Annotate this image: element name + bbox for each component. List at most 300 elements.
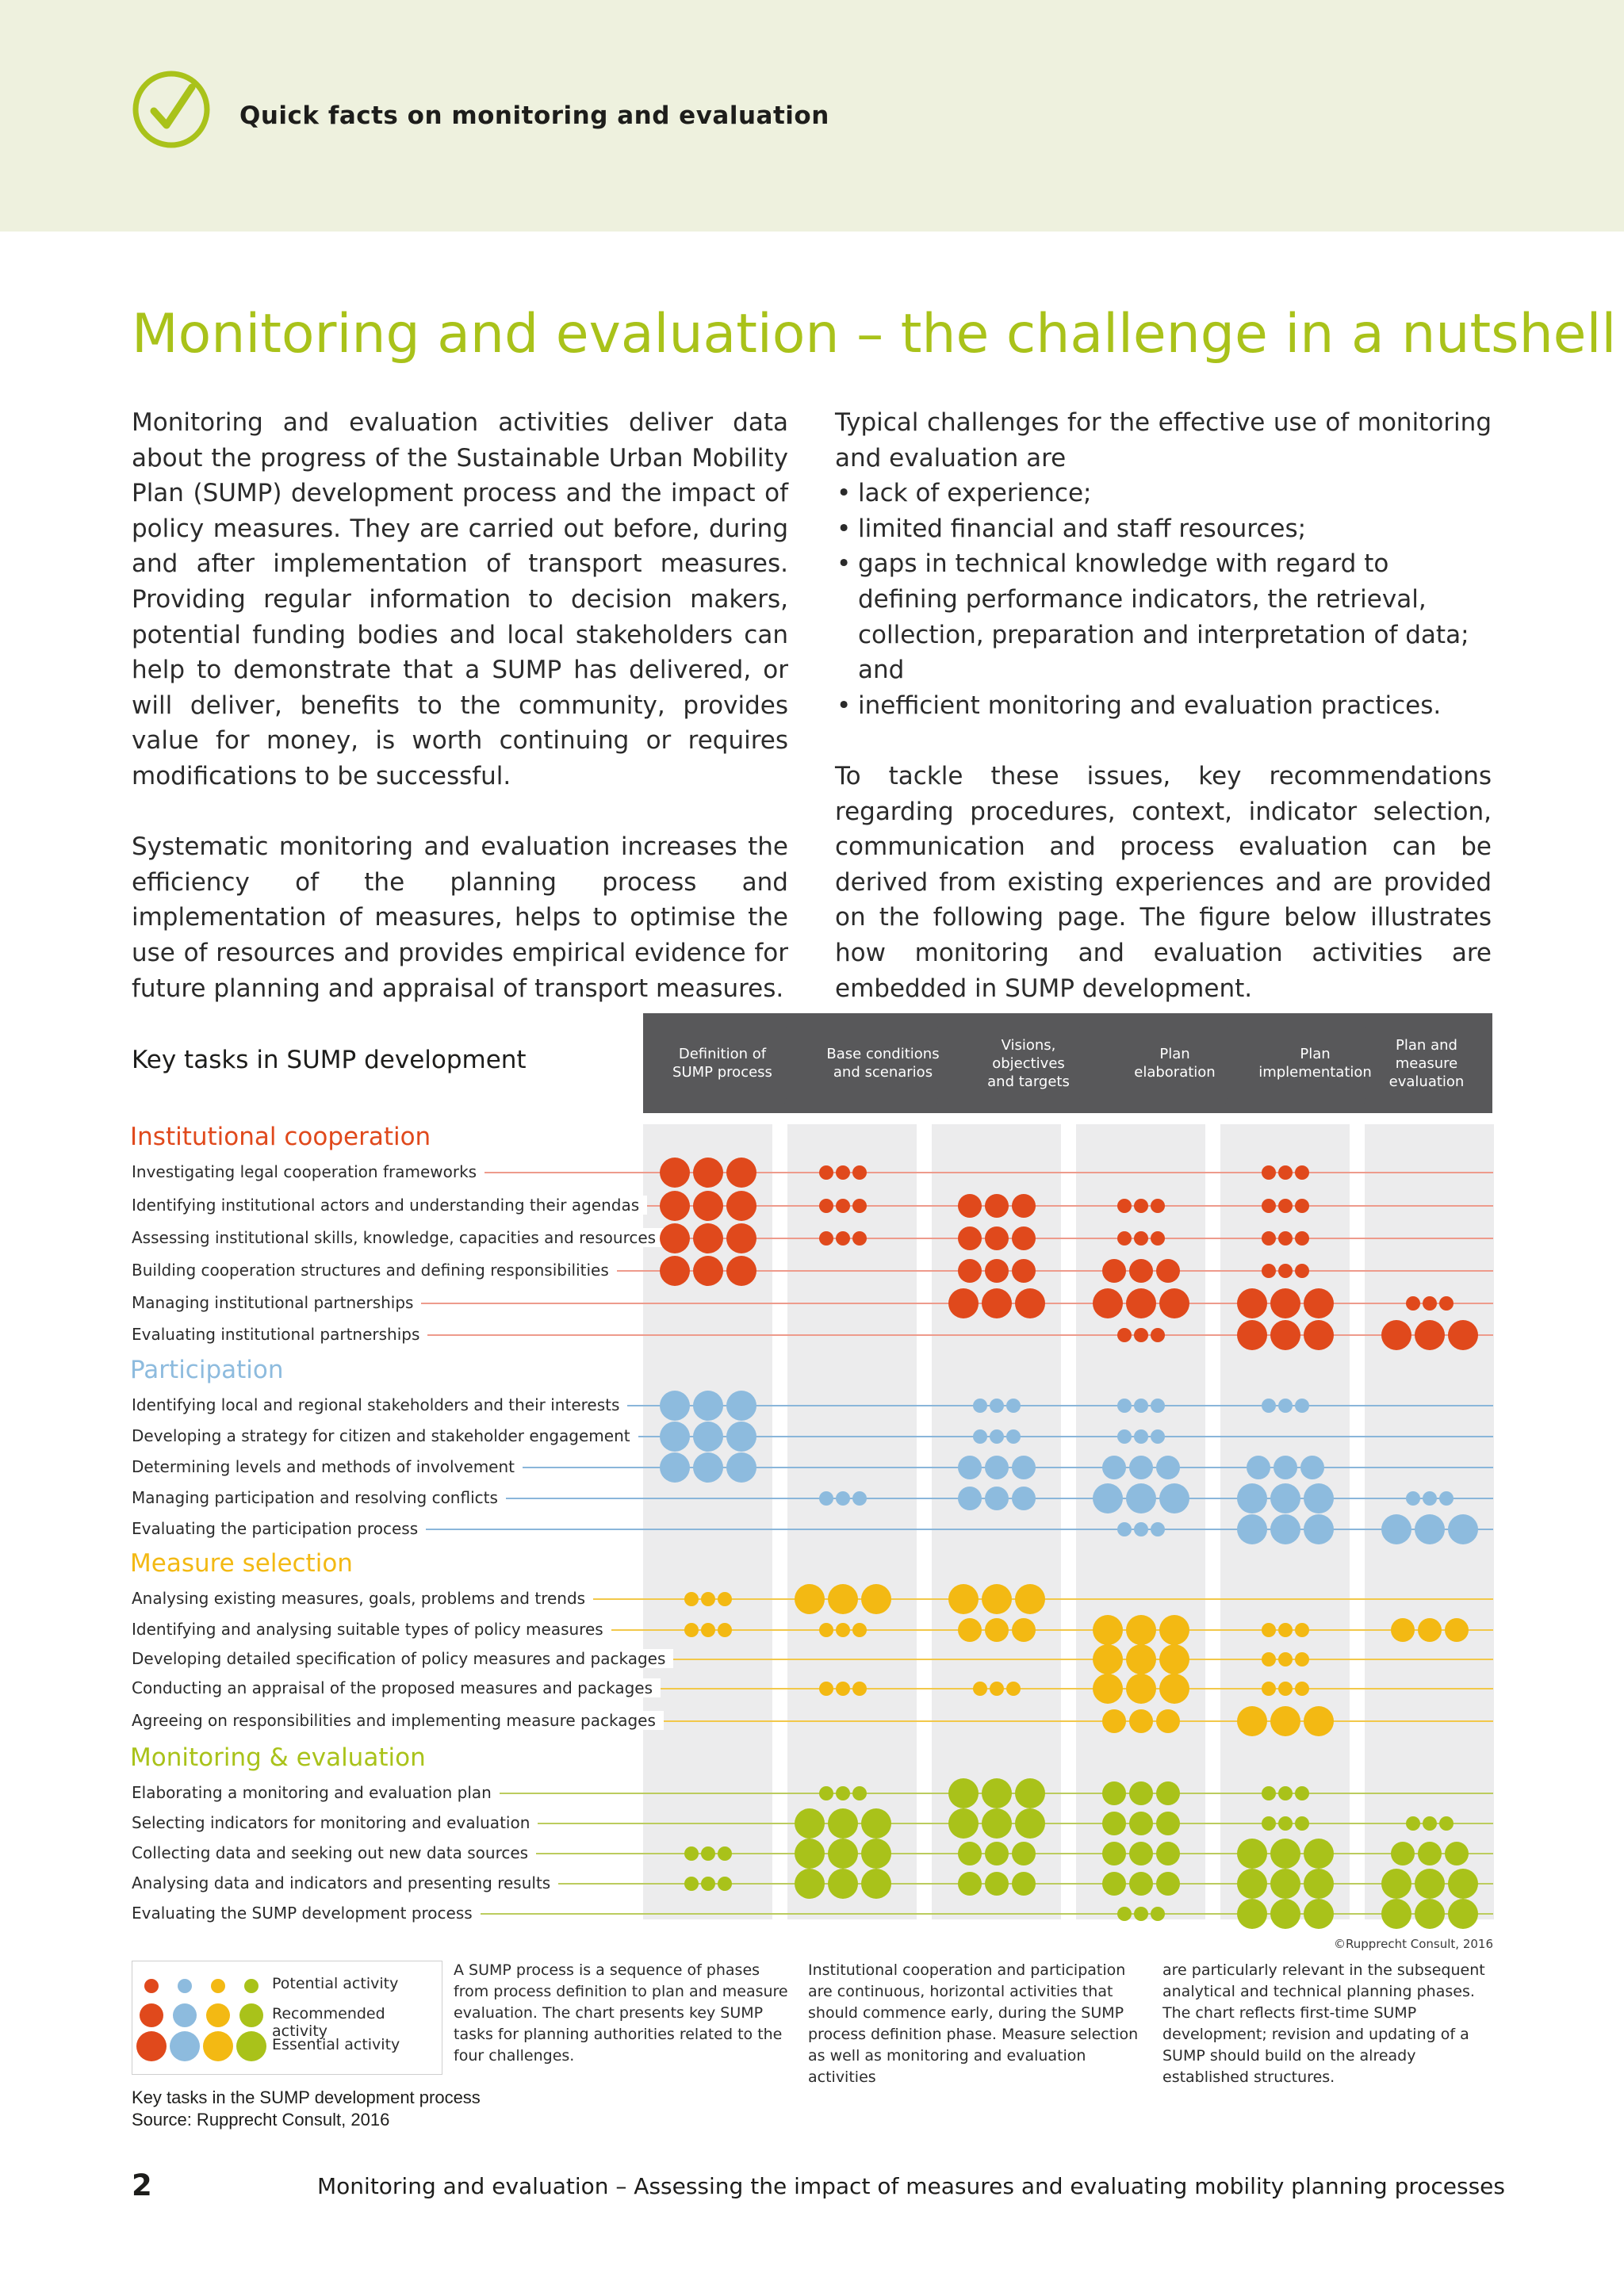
activity-dot	[693, 1158, 723, 1188]
activity-dot	[1129, 1812, 1153, 1835]
legend-dot	[203, 2031, 233, 2061]
activity-dot	[1274, 1456, 1297, 1479]
right-column	[835, 405, 1492, 1006]
activity-dot	[958, 1194, 982, 1218]
activity-dot	[1015, 1584, 1045, 1614]
activity-dot	[1015, 1778, 1045, 1808]
activity-dot	[1406, 1816, 1420, 1831]
activity-dot	[1270, 1899, 1300, 1929]
activity-dot	[819, 1165, 833, 1180]
activity-dot	[1448, 1320, 1478, 1350]
activity-dot	[1295, 1399, 1309, 1413]
activity-dot	[1262, 1623, 1276, 1637]
phase-label-line: evaluation	[1388, 1073, 1465, 1090]
activity-dot	[985, 1487, 1009, 1510]
activity-dot	[1270, 1706, 1300, 1736]
phase-label-line: elaboration	[1134, 1064, 1216, 1081]
activity-dot	[1156, 1842, 1180, 1866]
activity-dot	[1102, 1709, 1126, 1733]
task-label: Evaluating the SUMP development process	[132, 1904, 481, 1923]
activity-dot	[1381, 1514, 1411, 1544]
activity-dot	[1304, 1899, 1334, 1929]
activity-dot	[795, 1839, 825, 1869]
activity-dot	[852, 1231, 867, 1246]
task-label: Managing participation and resolving conflicts	[132, 1488, 506, 1507]
activity-dot	[985, 1872, 1009, 1896]
activity-dot	[1237, 1320, 1267, 1350]
figure-caption-title: Key tasks in the SUMP development process	[132, 2087, 481, 2107]
activity-dot	[1134, 1429, 1148, 1444]
activity-dot	[958, 1618, 982, 1642]
activity-dot	[1304, 1483, 1334, 1513]
activity-dot	[1418, 1618, 1442, 1642]
phase-label-line: Definition of	[678, 1046, 767, 1062]
activity-dot	[1151, 1328, 1165, 1342]
activity-dot	[1406, 1296, 1420, 1311]
activity-dot	[985, 1618, 1009, 1642]
legend-dot	[170, 2031, 200, 2061]
phase-label	[1361, 1013, 1492, 1113]
activity-dot	[1102, 1781, 1126, 1805]
legend-label-essential: Essential activity	[272, 2036, 400, 2053]
activity-dot	[958, 1872, 982, 1896]
activity-dot	[1129, 1259, 1153, 1283]
phase-label-line: Visions,	[1001, 1036, 1056, 1054]
activity-dot	[990, 1429, 1004, 1444]
activity-dot	[1423, 1816, 1437, 1831]
task-label: Building cooperation structures and defining responsibilities	[132, 1261, 617, 1280]
activity-dot	[828, 1869, 858, 1899]
activity-dot	[861, 1839, 891, 1869]
task-label: Agreeing on responsibilities and implementing measure packages	[132, 1711, 664, 1730]
activity-dot	[1102, 1812, 1126, 1835]
activity-dot	[1381, 1899, 1411, 1929]
legend-dot	[140, 2003, 163, 2027]
activity-dot	[693, 1422, 723, 1452]
activity-dot	[1423, 1296, 1437, 1311]
activity-dot	[1439, 1296, 1454, 1311]
activity-dot	[1006, 1682, 1021, 1696]
activity-dot	[1278, 1623, 1293, 1637]
section-heading: Institutional cooperation	[130, 1123, 431, 1151]
phase-header	[1361, 1013, 1492, 1113]
activity-dot	[660, 1256, 690, 1286]
phase-label	[643, 1013, 802, 1113]
activity-dot	[1151, 1907, 1165, 1921]
intro-paragraph: Monitoring and evaluation activities deliver data about the progress of the Sustainable Urban Mobility Plan (SUMP) development process and the impact of policy measures. They are carried out before, during and after implementation of transport measures. Providing regular information to decision makers, potential funding bodies and local stakeholders can help to demonstrate that a SUMP has delivered, or will deliver, benefits to the community, provides value for money, is worth continuing or requires modifications to be successful.	[132, 408, 788, 790]
activity-dot	[1129, 1872, 1153, 1896]
activity-dot	[852, 1623, 867, 1637]
activity-dot	[1295, 1786, 1309, 1800]
activity-dot	[1270, 1839, 1300, 1869]
activity-dot	[1415, 1514, 1445, 1544]
recommendations-paragraph: To tackle these issues, key recommendations regarding procedures, context, indicator selection, communication and process evaluation can be derived from existing experiences and are provided on the following page. The figure below illustrates how monitoring and evaluation activities are embedded in SUMP development.	[835, 761, 1492, 1003]
activity-dot	[1134, 1199, 1148, 1213]
activity-dot	[1159, 1644, 1189, 1674]
activity-dot	[1270, 1483, 1300, 1513]
activity-dot	[1159, 1288, 1189, 1318]
task-label: Developing detailed specification of policy measures and packages	[132, 1649, 673, 1668]
activity-dot	[948, 1584, 979, 1614]
list-item: • gaps in technical knowledge with regard to defining performance indicators, the retrieval, collection, preparation and interpretation of data; and	[835, 546, 1492, 687]
activity-dot	[836, 1623, 850, 1637]
activity-dot	[1015, 1808, 1045, 1839]
activity-dot	[1093, 1483, 1123, 1513]
activity-dot	[1134, 1522, 1148, 1536]
activity-dot	[958, 1226, 982, 1250]
activity-dot	[1423, 1491, 1437, 1506]
task-label: Identifying institutional actors and understanding their agendas	[132, 1196, 647, 1215]
activity-dot	[1129, 1709, 1153, 1733]
activity-dot	[726, 1422, 756, 1452]
activity-dot	[1278, 1231, 1293, 1246]
activity-dot	[1262, 1264, 1276, 1278]
activity-dot	[1270, 1320, 1300, 1350]
challenges-list	[835, 476, 1492, 723]
activity-dot	[1439, 1816, 1454, 1831]
activity-dot	[982, 1584, 1012, 1614]
activity-dot	[819, 1786, 833, 1800]
activity-dot	[1156, 1456, 1180, 1479]
activity-dot	[1159, 1615, 1189, 1645]
activity-dot	[1102, 1259, 1126, 1283]
activity-dot	[1418, 1842, 1442, 1866]
task-label: Analysing existing measures, goals, problems and trends	[132, 1589, 593, 1608]
activity-dot	[726, 1191, 756, 1221]
section-heading: Monitoring & evaluation	[130, 1743, 426, 1772]
task-label: Evaluating the participation process	[132, 1519, 426, 1538]
activity-dot	[1156, 1872, 1180, 1896]
activity-dot	[1304, 1514, 1334, 1544]
activity-dot	[1012, 1872, 1036, 1896]
activity-dot	[1278, 1816, 1293, 1831]
activity-dot	[1151, 1199, 1165, 1213]
activity-dot	[1237, 1288, 1267, 1318]
activity-dot	[1448, 1514, 1478, 1544]
activity-dot	[693, 1391, 723, 1421]
activity-dot	[1237, 1514, 1267, 1544]
legend-dot	[236, 2031, 266, 2061]
activity-dot	[1117, 1399, 1132, 1413]
activity-dot	[948, 1288, 979, 1318]
activity-dot	[795, 1808, 825, 1839]
activity-dot	[1247, 1456, 1270, 1479]
activity-dot	[693, 1191, 723, 1221]
task-label: Analysing data and indicators and presenting results	[132, 1873, 558, 1892]
chart-legend	[132, 1961, 442, 2075]
activity-dot	[684, 1846, 699, 1861]
activity-dot	[990, 1399, 1004, 1413]
activity-dot	[1295, 1816, 1309, 1831]
activity-dot	[701, 1877, 715, 1891]
activity-dot	[1270, 1514, 1300, 1544]
activity-dot	[1015, 1288, 1045, 1318]
activity-dot	[1012, 1259, 1036, 1283]
activity-dot	[1093, 1644, 1123, 1674]
activity-dot	[1093, 1615, 1123, 1645]
activity-dot	[985, 1842, 1009, 1866]
chart-caption-part-1: A SUMP process is a sequence of phases from process definition to plan and measure evaluation. The chart presents key SUMP tasks for planning authorities related to the four challenges.	[454, 1961, 788, 2064]
activity-dot	[1391, 1842, 1415, 1866]
activity-dot	[1262, 1652, 1276, 1667]
activity-dot	[861, 1584, 891, 1614]
task-label: Developing a strategy for citizen and stakeholder engagement	[132, 1426, 638, 1445]
activity-dot	[1295, 1264, 1309, 1278]
phase-label-line: SUMP process	[672, 1064, 772, 1081]
activity-dot	[819, 1491, 833, 1506]
footer-title: Monitoring and evaluation – Assessing the impact of measures and evaluating mobility planning processes	[317, 2173, 1505, 2199]
activity-dot	[1012, 1842, 1036, 1866]
activity-dot	[1126, 1674, 1156, 1704]
activity-dot	[1381, 1869, 1411, 1899]
section-heading: Measure selection	[130, 1549, 353, 1578]
activity-dot	[1278, 1264, 1293, 1278]
activity-dot	[836, 1231, 850, 1246]
activity-dot	[1093, 1674, 1123, 1704]
activity-dot	[985, 1226, 1009, 1250]
section-heading: Participation	[130, 1356, 284, 1384]
chart-copyright: ©Rupprecht Consult, 2016	[1334, 1937, 1494, 1951]
legend-dot	[178, 1979, 192, 1993]
task-label: Conducting an appraisal of the proposed measures and packages	[132, 1678, 661, 1697]
activity-dot	[819, 1623, 833, 1637]
activity-dot	[1445, 1618, 1469, 1642]
activity-dot	[852, 1165, 867, 1180]
activity-dot	[819, 1682, 833, 1696]
activity-dot	[985, 1194, 1009, 1218]
activity-dot	[1151, 1522, 1165, 1536]
activity-dot	[795, 1584, 825, 1614]
activity-dot	[973, 1429, 987, 1444]
activity-dot	[1117, 1199, 1132, 1213]
activity-dot	[1126, 1644, 1156, 1674]
activity-dot	[1012, 1487, 1036, 1510]
activity-dot	[1012, 1618, 1036, 1642]
activity-dot	[1278, 1786, 1293, 1800]
activity-dot	[1134, 1399, 1148, 1413]
activity-dot	[836, 1165, 850, 1180]
activity-dot	[795, 1869, 825, 1899]
activity-dot	[1415, 1869, 1445, 1899]
activity-dot	[1262, 1231, 1276, 1246]
task-label: Identifying local and regional stakeholders and their interests	[132, 1395, 627, 1414]
activity-dot	[1278, 1165, 1293, 1180]
activity-dot	[948, 1808, 979, 1839]
activity-dot	[982, 1808, 1012, 1839]
activity-dot	[1237, 1899, 1267, 1929]
activity-dot	[1262, 1165, 1276, 1180]
activity-dot	[1415, 1320, 1445, 1350]
activity-dot	[1304, 1706, 1334, 1736]
activity-dot	[1012, 1226, 1036, 1250]
activity-dot	[861, 1869, 891, 1899]
activity-dot	[1237, 1839, 1267, 1869]
activity-dot	[1278, 1199, 1293, 1213]
legend-dot	[211, 1979, 225, 1993]
activity-dot	[1126, 1288, 1156, 1318]
phase-label-line: objectives	[992, 1054, 1065, 1072]
activity-dot	[684, 1592, 699, 1606]
activity-dot	[1304, 1839, 1334, 1869]
activity-dot	[1381, 1320, 1411, 1350]
legend-dot	[244, 1979, 259, 1993]
activity-dot	[1295, 1165, 1309, 1180]
legend-label-potential: Potential activity	[272, 1975, 399, 1992]
chart-caption-part-2: Institutional cooperation and participation are continuous, horizontal activities that should commence early, during the SUMP process definition phase. Measure selection as well as monitoring and evaluation activities	[808, 1961, 1139, 2086]
chart-title: Key tasks in SUMP development	[132, 1046, 527, 1074]
activity-dot	[852, 1786, 867, 1800]
activity-dot	[1262, 1786, 1276, 1800]
activity-dot	[1117, 1231, 1132, 1246]
activity-dot	[1102, 1456, 1126, 1479]
activity-dot	[1237, 1869, 1267, 1899]
phase-label-line: and scenarios	[833, 1064, 933, 1081]
activity-dot	[1126, 1483, 1156, 1513]
activity-dot	[819, 1199, 833, 1213]
activity-dot	[1129, 1781, 1153, 1805]
activity-dot	[852, 1491, 867, 1506]
legend-dot	[173, 2003, 197, 2027]
activity-dot	[1093, 1288, 1123, 1318]
task-label: Investigating legal cooperation frameworks	[132, 1162, 485, 1181]
phase-label-line: Base conditions	[826, 1046, 940, 1062]
activity-dot	[1156, 1259, 1180, 1283]
section-label: Quick facts on monitoring and evaluation	[239, 101, 829, 130]
activity-dot	[1117, 1907, 1132, 1921]
activity-dot	[1448, 1869, 1478, 1899]
activity-dot	[660, 1158, 690, 1188]
activity-dot	[726, 1158, 756, 1188]
activity-dot	[990, 1682, 1004, 1696]
activity-dot	[1415, 1899, 1445, 1929]
activity-dot	[1117, 1429, 1132, 1444]
activity-dot	[1262, 1816, 1276, 1831]
activity-dot	[1156, 1781, 1180, 1805]
activity-dot	[852, 1199, 867, 1213]
efficiency-paragraph: Systematic monitoring and evaluation increases the efficiency of the planning process and implementation of measures, helps to optimise the use of resources and provides empirical evidence for future planning and appraisal of transport measures.	[132, 832, 788, 1003]
activity-dot	[1237, 1483, 1267, 1513]
phase-label-line: Plan	[1300, 1046, 1331, 1062]
challenges-intro: Typical challenges for the effective use of monitoring and evaluation are	[835, 408, 1492, 473]
activity-dot	[1406, 1491, 1420, 1506]
activity-dot	[701, 1846, 715, 1861]
activity-dot	[1300, 1456, 1324, 1479]
activity-dot	[958, 1487, 982, 1510]
activity-dot	[1270, 1869, 1300, 1899]
activity-dot	[828, 1808, 858, 1839]
activity-dot	[1012, 1194, 1036, 1218]
activity-dot	[852, 1682, 867, 1696]
activity-dot	[1295, 1682, 1309, 1696]
activity-dot	[1006, 1399, 1021, 1413]
activity-dot	[693, 1452, 723, 1483]
activity-dot	[660, 1452, 690, 1483]
activity-dot	[718, 1623, 732, 1637]
activity-dot	[1237, 1706, 1267, 1736]
activity-dot	[1102, 1842, 1126, 1866]
activity-dot	[1270, 1288, 1300, 1318]
activity-dot	[948, 1778, 979, 1808]
task-label: Selecting indicators for monitoring and evaluation	[132, 1813, 538, 1832]
task-label: Assessing institutional skills, knowledge, capacities and resources	[132, 1228, 664, 1247]
activity-dot	[1448, 1899, 1478, 1929]
phase-label-line: Plan and	[1396, 1036, 1457, 1054]
activity-dot	[1126, 1615, 1156, 1645]
activity-dot	[1159, 1483, 1189, 1513]
activity-dot	[684, 1877, 699, 1891]
activity-dot	[1262, 1199, 1276, 1213]
task-label: Determining levels and methods of involvement	[132, 1457, 523, 1476]
checkmark-circle-icon	[132, 70, 211, 149]
phase-label-line: and targets	[987, 1073, 1070, 1090]
activity-dot	[1134, 1328, 1148, 1342]
activity-dot	[1129, 1456, 1153, 1479]
activity-dot	[958, 1842, 982, 1866]
activity-dot	[973, 1682, 987, 1696]
phase-label-line: Plan	[1159, 1046, 1190, 1062]
activity-dot	[693, 1223, 723, 1253]
activity-dot	[1391, 1618, 1415, 1642]
activity-dot	[985, 1456, 1009, 1479]
activity-dot	[1134, 1231, 1148, 1246]
activity-dot	[660, 1223, 690, 1253]
activity-dot	[985, 1259, 1009, 1283]
chart-caption-part-3: are particularly relevant in the subsequent analytical and technical planning phases. The chart reflects first-time SUMP development; revision and updating of a SUMP should build on the already established structures.	[1162, 1961, 1485, 2086]
activity-dot	[958, 1259, 982, 1283]
activity-dot	[828, 1584, 858, 1614]
activity-dot	[1129, 1842, 1153, 1866]
activity-dot	[1295, 1623, 1309, 1637]
task-label: Elaborating a monitoring and evaluation plan	[132, 1783, 500, 1802]
task-label: Evaluating institutional partnerships	[132, 1325, 427, 1344]
activity-dot	[1117, 1522, 1132, 1536]
activity-dot	[693, 1256, 723, 1286]
activity-dot	[1159, 1674, 1189, 1704]
phase-band	[787, 1124, 917, 1919]
task-label: Managing institutional partnerships	[132, 1293, 421, 1312]
activity-dot	[718, 1846, 732, 1861]
activity-dot	[1151, 1429, 1165, 1444]
activity-dot	[1304, 1288, 1334, 1318]
phase-label-line: measure	[1395, 1054, 1458, 1072]
task-label: Identifying and analysing suitable types of policy measures	[132, 1620, 611, 1639]
list-item: • inefficient monitoring and evaluation practices.	[835, 688, 1492, 724]
activity-dot	[1151, 1231, 1165, 1246]
activity-dot	[1012, 1456, 1036, 1479]
activity-dot	[982, 1288, 1012, 1318]
legend-dot	[239, 2003, 263, 2027]
activity-dot	[1156, 1709, 1180, 1733]
activity-dot	[861, 1808, 891, 1839]
activity-dot	[958, 1456, 982, 1479]
activity-dot	[1304, 1320, 1334, 1350]
page-number: 2	[132, 2168, 152, 2202]
activity-dot	[660, 1191, 690, 1221]
activity-dot	[1445, 1842, 1469, 1866]
activity-dot	[660, 1422, 690, 1452]
left-column	[132, 405, 788, 1006]
activity-dot	[1262, 1399, 1276, 1413]
activity-dot	[660, 1391, 690, 1421]
activity-dot	[1439, 1491, 1454, 1506]
activity-dot	[836, 1491, 850, 1506]
activity-dot	[684, 1623, 699, 1637]
activity-dot	[836, 1682, 850, 1696]
activity-dot	[1102, 1872, 1126, 1896]
activity-dot	[828, 1839, 858, 1869]
activity-dot	[819, 1231, 833, 1246]
legend-dot	[144, 1979, 159, 1993]
